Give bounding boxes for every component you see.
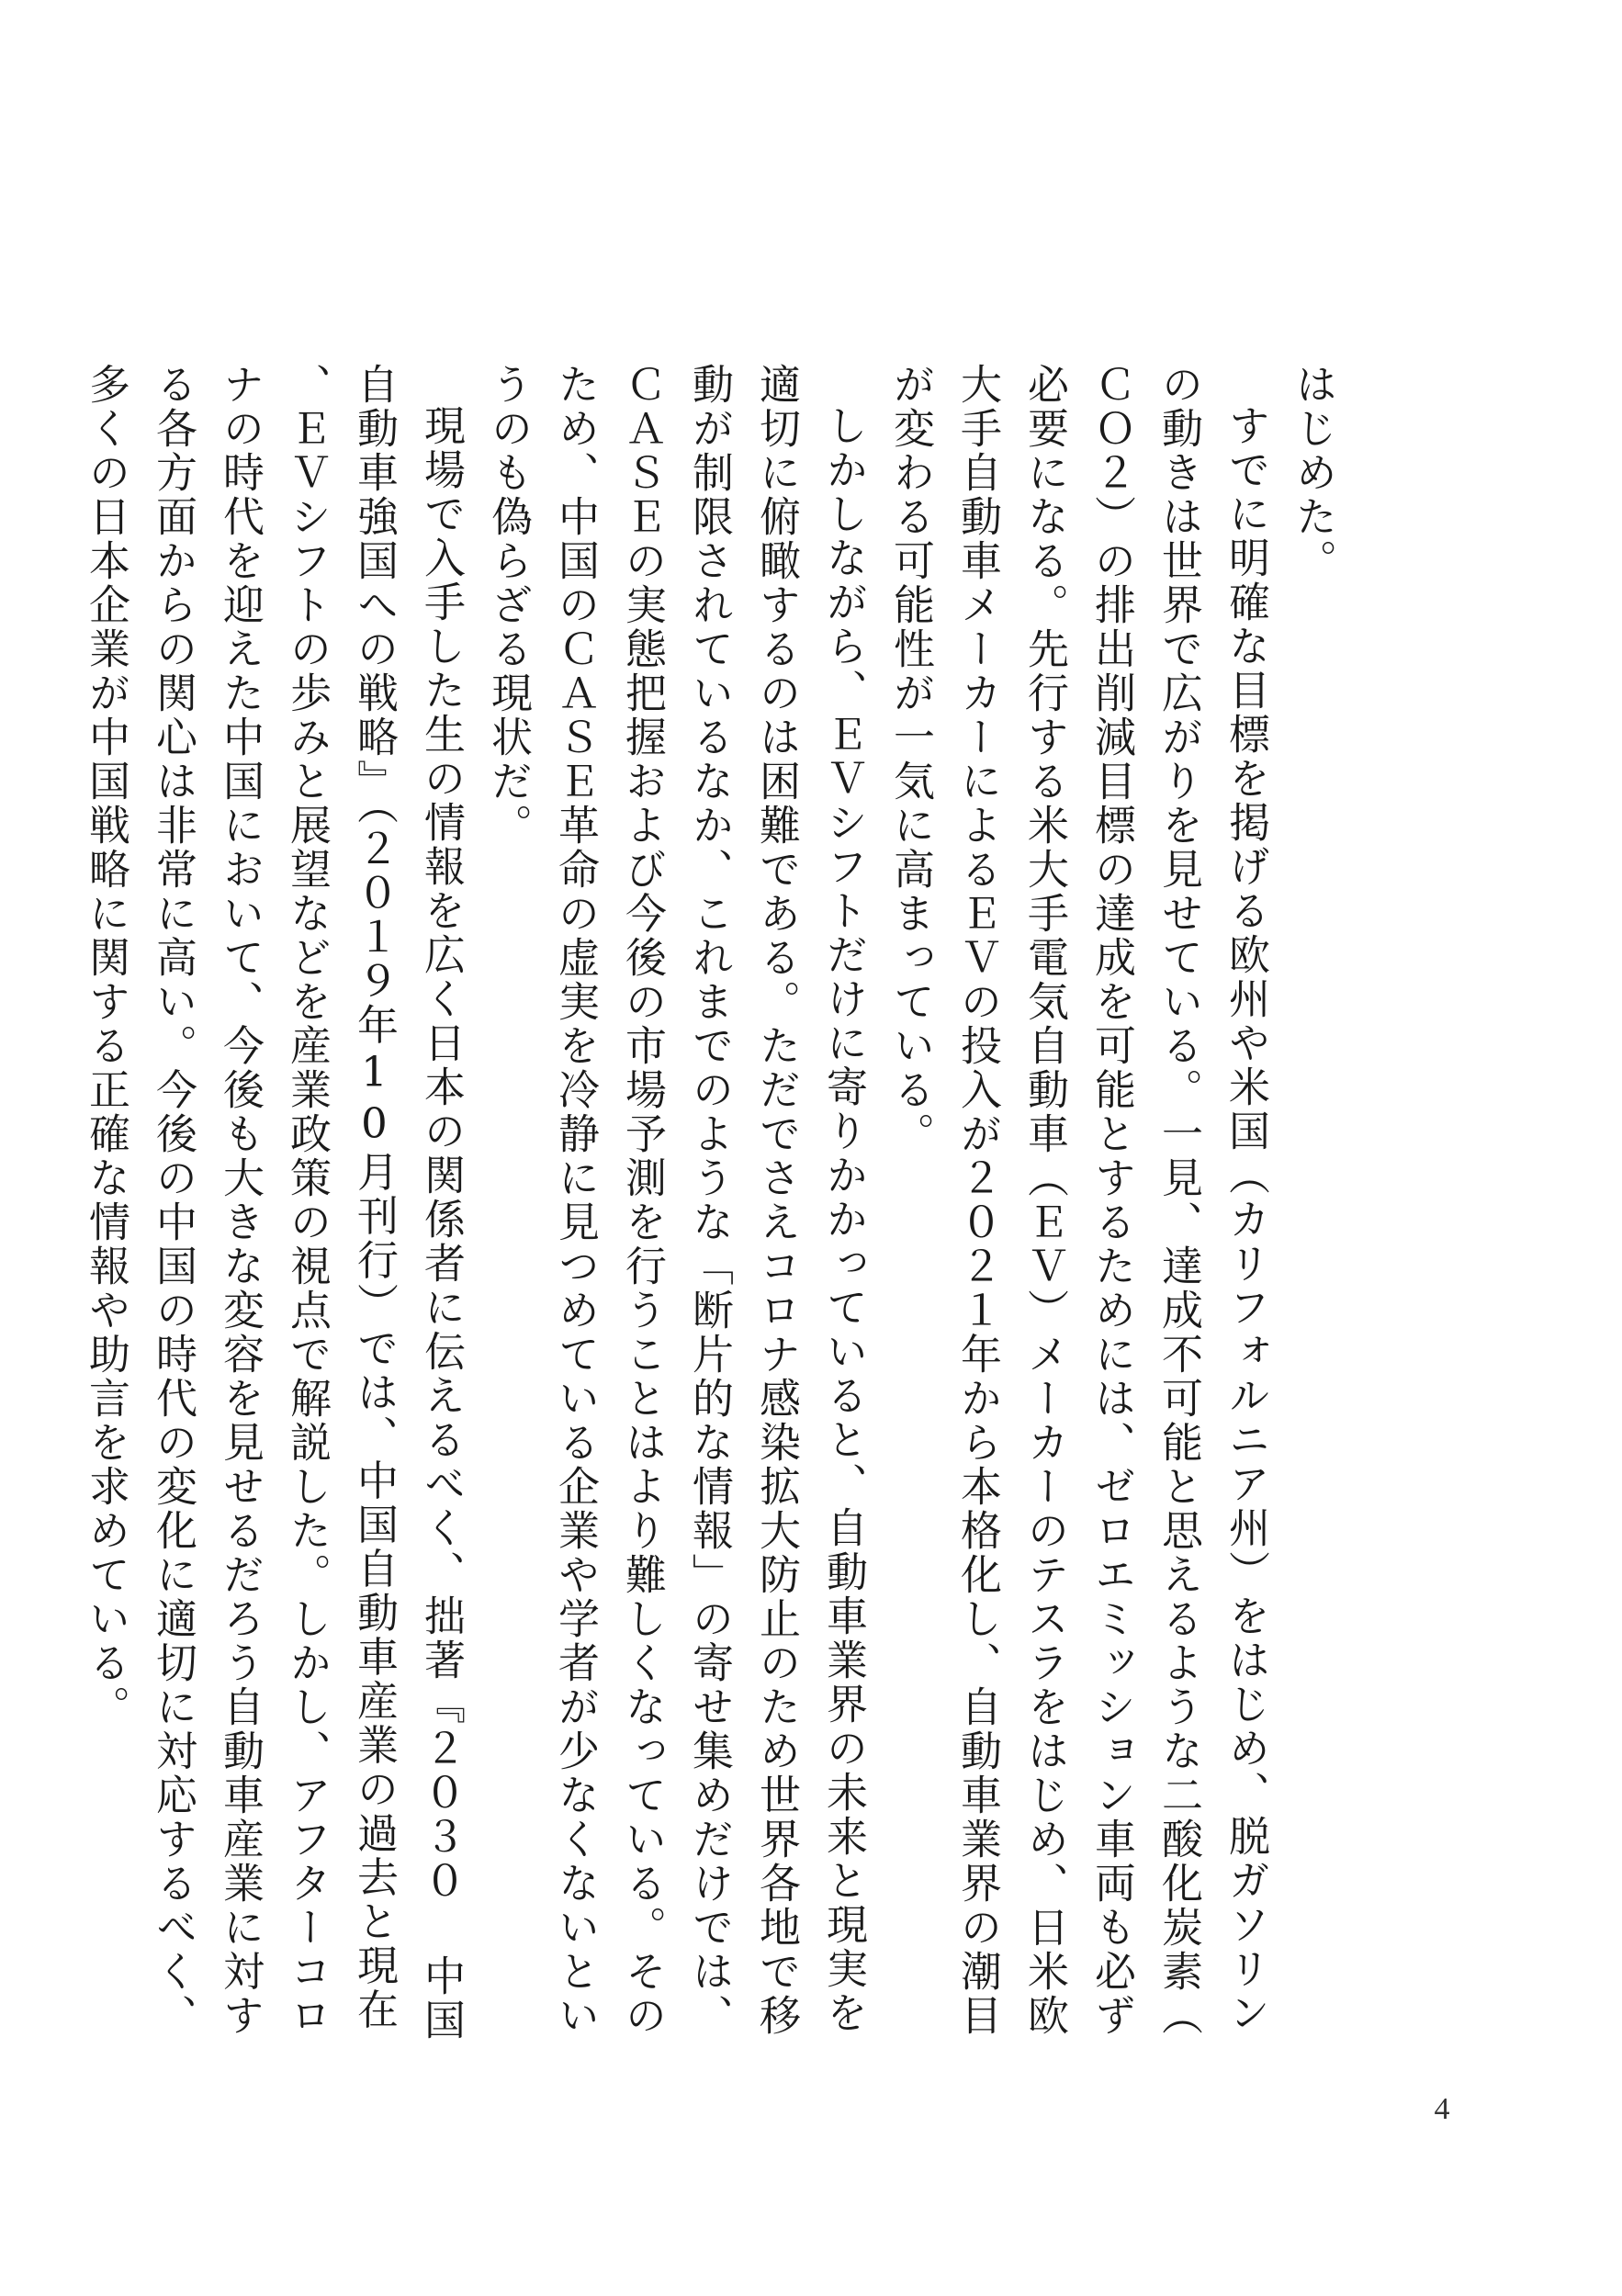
paragraph: 現場で入手した生の情報を広く日本の関係者に伝えるべく、拙著『２０３０ 中国自動車強国への戦略』（２０１９年10月刊行）では、中国自動車産業の過去と現在、ＥＶシフトの歩みと展望などを産業政策の視点で解説した。しかし、アフターコロナの時代を迎えた中国において、今後も大きな変容を見せるだろう自動車産業に対する各方面からの関心は非常に高い。今後の中国の時代の変化に適切に対応するべく、多くの日本企業が中国戦略に関する正確な情報や助言を求めている。	[82, 363, 466, 2043]
paragraph: はじめた。	[1289, 363, 1337, 583]
paragraph: しかしながら、ＥＶシフトだけに寄りかかっていると、自動車業界の未来と現実を適切に俯瞰するのは困難である。ただでさえコロナ感染拡大防止のため世界各地で移動が制限されているなか、これまでのような「断片的な情報」の寄せ集めだけでは、ＣＡＳＥの実態把握および今後の市場予測を行うことはより難しくなっている。そのため、中国のＣＡＳＥ革命の虚実を冷静に見つめている企業や学者が少なくないというのも偽らざる現状だ。	[484, 363, 868, 2038]
page-number: 4	[1434, 2092, 1450, 2126]
body-text	[82, 363, 1346, 2062]
paragraph: すでに明確な目標を掲げる欧州や米国（カリフォルニア州）をはじめ、脱ガソリンの動きは世界で広がりを見せている。一見、達成不可能と思えるような二酸化炭素（ＣＯ２）の排出削減目標の達成を可能とするためには、ゼロエミッション車両も必ず必要になる。先行する米大手電気自動車（ＥＶ）メーカーのテスラをはじめ、日米欧大手自動車メーカーによるＥＶの投入が２０２１年から本格化し、自動車業界の潮目が変わる可能性が一気に高まっている。	[886, 363, 1270, 2038]
